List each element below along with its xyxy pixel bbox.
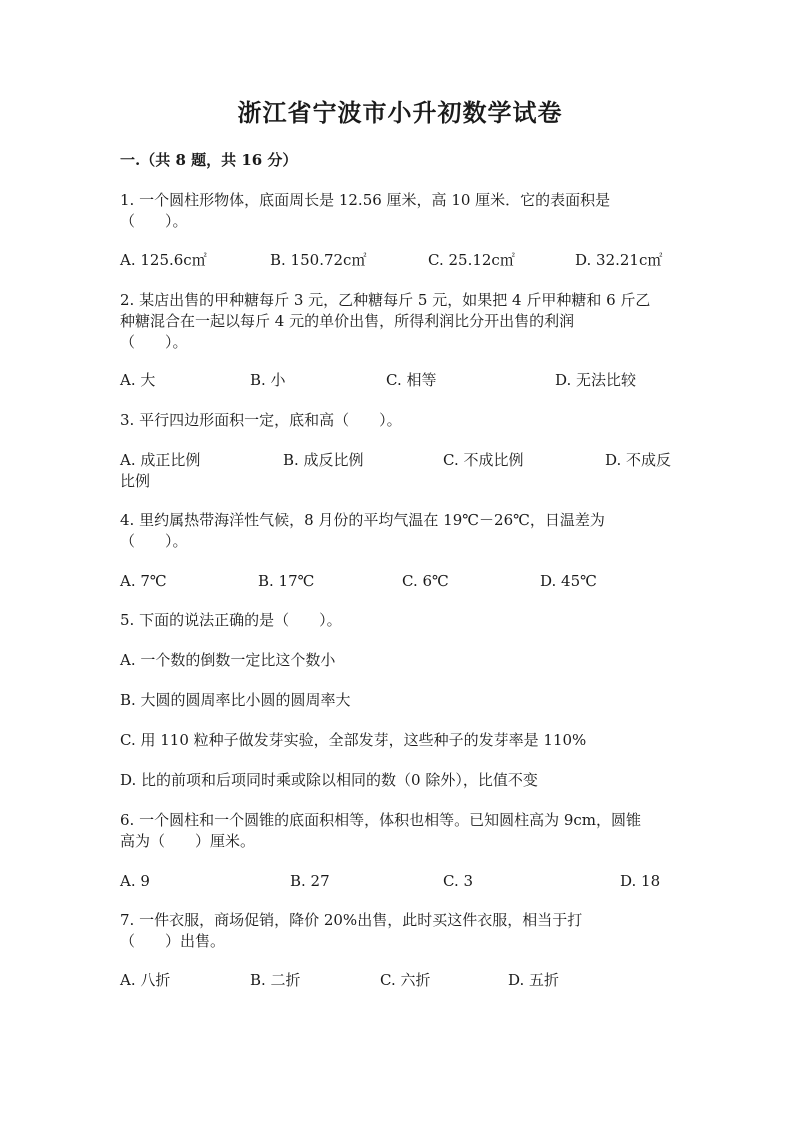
question-1-option-a: A. 125.6c㎡ — [120, 251, 207, 269]
question-7-line-2: （ ）出售。 — [120, 932, 226, 950]
question-2-option-d: D. 无法比较 — [555, 371, 637, 389]
question-4-option-d: D. 45℃ — [540, 572, 597, 590]
question-7-option-a: A. 八折 — [120, 971, 171, 989]
question-1-option-c: C. 25.12c㎡ — [428, 251, 515, 269]
question-3-option-b: B. 成反比例 — [283, 451, 364, 469]
question-3-option-d: D. 不成反 — [605, 451, 672, 469]
question-6-line-1: 6. 一个圆柱和一个圆锥的底面积相等，体积也相等。已知圆柱高为 9cm，圆锥 — [120, 811, 642, 829]
question-4-option-a: A. 7℃ — [120, 572, 167, 590]
question-4-line-2: （ ）。 — [120, 532, 188, 550]
question-5-option-c: C. 用 110 粒种子做发芽实验，全部发芽，这些种子的发芽率是 110% — [120, 731, 587, 749]
question-3-option-c: C. 不成比例 — [443, 451, 524, 469]
question-3-option-a: A. 成正比例 — [120, 451, 201, 469]
question-6-option-a: A. 9 — [120, 872, 150, 890]
question-7-option-b: B. 二折 — [250, 971, 301, 989]
question-1-option-b: B. 150.72c㎡ — [270, 251, 367, 269]
question-2-option-c: C. 相等 — [386, 371, 437, 389]
question-2-line-2: 种糖混合在一起以每斤 4 元的单价出售，所得利润比分开出售的利润 — [120, 312, 575, 330]
question-2-line-3: （ ）。 — [120, 333, 188, 351]
question-4-line-1: 4. 里约属热带海洋性气候，8 月份的平均气温在 19℃－26℃，日温差为 — [120, 511, 605, 529]
question-5-line-1: 5. 下面的说法正确的是（ ）。 — [120, 611, 342, 629]
question-1-line-1: 1. 一个圆柱形物体，底面周长是 12.56 厘米，高 10 厘米．它的表面积是 — [120, 191, 611, 209]
question-4-option-b: B. 17℃ — [258, 572, 315, 590]
question-2-option-b: B. 小 — [250, 371, 286, 389]
question-7-option-d: D. 五折 — [508, 971, 560, 989]
question-5-option-b: B. 大圆的圆周率比小圆的圆周率大 — [120, 691, 351, 709]
question-7-line-1: 7. 一件衣服，商场促销，降价 20%出售，此时买这件衣服，相当于打 — [120, 911, 583, 929]
question-6-option-d: D. 18 — [620, 872, 661, 890]
question-7-option-c: C. 六折 — [380, 971, 431, 989]
question-6-option-c: C. 3 — [443, 872, 474, 890]
question-2-line-1: 2. 某店出售的甲种糖每斤 3 元，乙种糖每斤 5 元，如果把 4 斤甲种糖和 6 斤乙 — [120, 291, 651, 309]
question-6-line-2: 高为（ ）厘米。 — [120, 832, 256, 850]
question-3-line-1: 3. 平行四边形面积一定，底和高（ ）。 — [120, 411, 402, 429]
question-2-option-a: A. 大 — [120, 371, 156, 389]
exam-title: 浙江省宁波市小升初数学试卷 — [237, 98, 563, 127]
question-1-option-d: D. 32.21c㎡ — [575, 251, 663, 269]
question-6-option-b: B. 27 — [290, 872, 330, 890]
question-5-option-d: D. 比的前项和后项同时乘或除以相同的数（0 除外），比值不变 — [120, 771, 538, 789]
question-3-option-d-wrap: 比例 — [120, 472, 151, 490]
question-5-option-a: A. 一个数的倒数一定比这个数小 — [120, 651, 336, 669]
question-1-line-2: （ ）。 — [120, 212, 188, 230]
section-heading: 一.（共 8 题，共 16 分） — [120, 151, 298, 169]
question-4-option-c: C. 6℃ — [402, 572, 449, 590]
